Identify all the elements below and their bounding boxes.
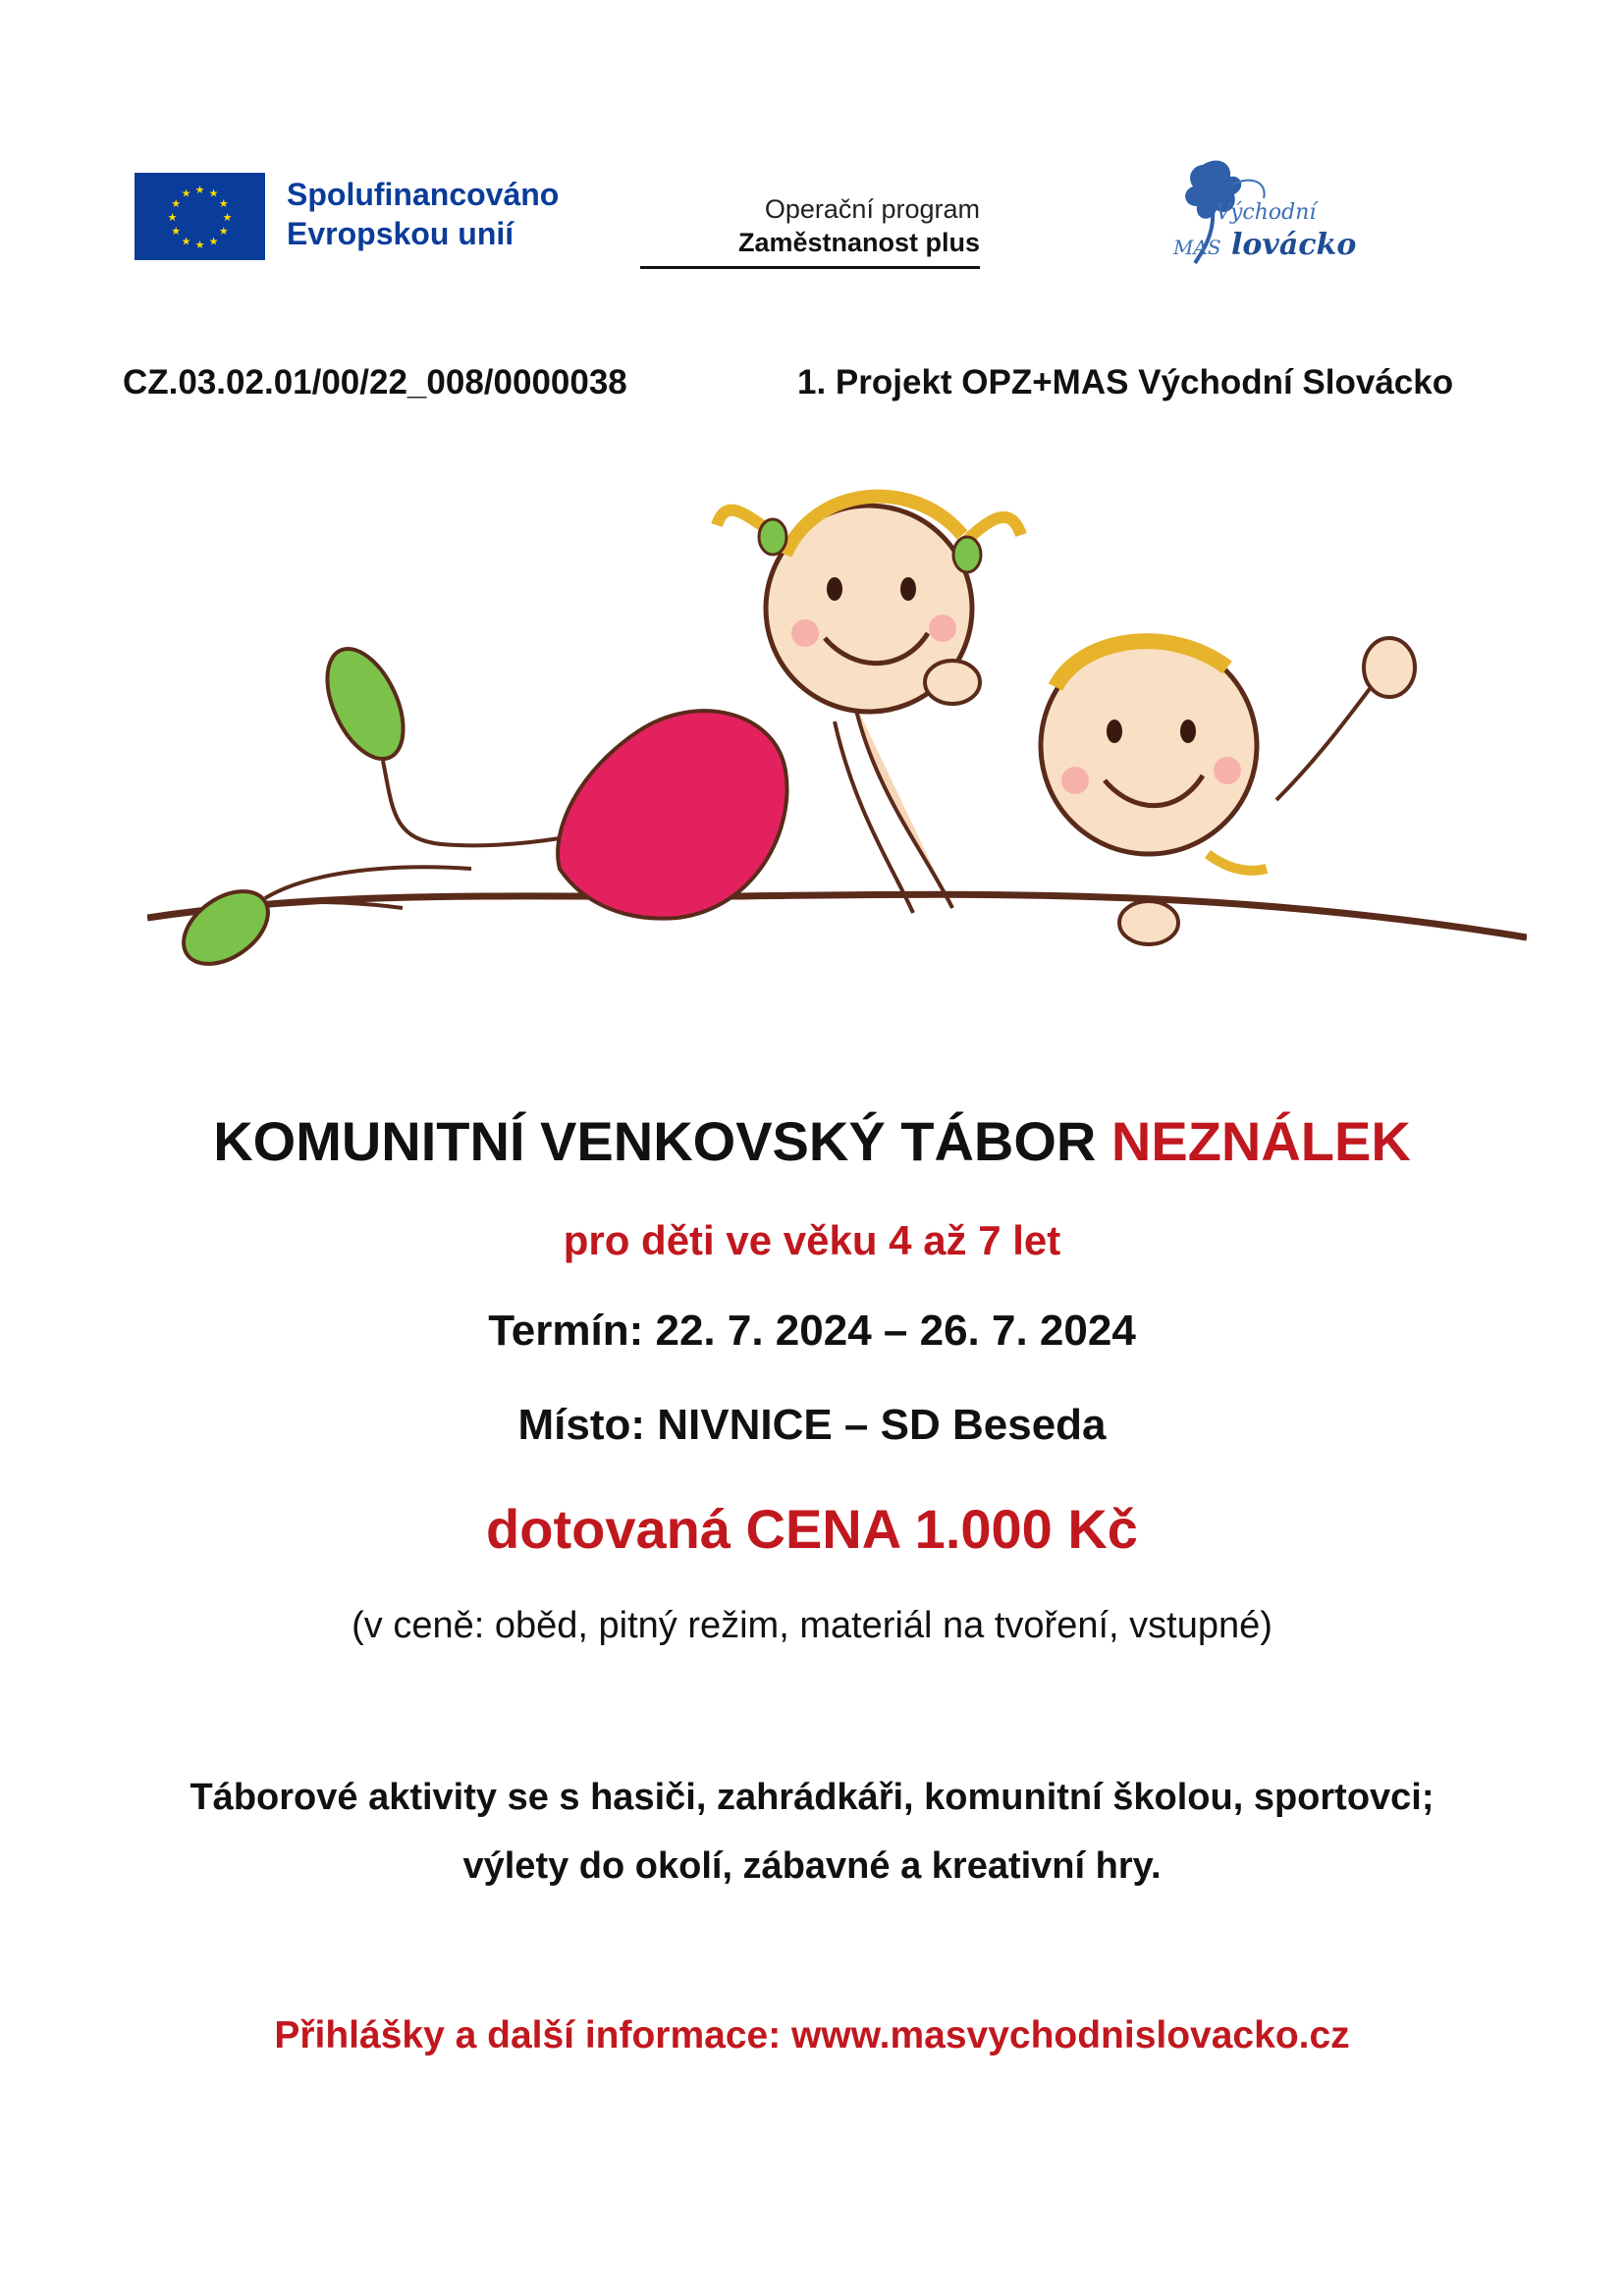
- svg-text:★: ★: [208, 235, 219, 248]
- children-drawing-icon: [147, 476, 1527, 987]
- svg-text:★: ★: [171, 225, 182, 238]
- eu-text-line1: Spolufinancováno: [287, 177, 560, 212]
- mas-logo-text-mas: MAS: [1173, 236, 1221, 259]
- mas-logo-text-vychodni: Východní: [1216, 200, 1317, 225]
- svg-text:★: ★: [222, 211, 233, 224]
- camp-location: Místo: NIVNICE – SD Beseda: [517, 1401, 1107, 1449]
- svg-text:★: ★: [194, 184, 205, 196]
- eu-text-line2: Evropskou unií: [287, 216, 514, 251]
- project-code: CZ.03.02.01/00/22_008/0000038: [123, 363, 627, 401]
- svg-text:★: ★: [218, 197, 229, 210]
- opz-line1: Operační program: [764, 194, 980, 224]
- camp-title-main: KOMUNITNÍ VENKOVSKÝ TÁBOR: [213, 1110, 1111, 1172]
- svg-text:★: ★: [218, 225, 229, 238]
- svg-text:★: ★: [167, 211, 178, 224]
- activities-line2: výlety do okolí, zábavné a kreativní hry.: [462, 1845, 1162, 1887]
- age-subtitle: pro děti ve věku 4 až 7 let: [563, 1217, 1061, 1263]
- svg-text:★: ★: [208, 187, 219, 200]
- price-includes: (v ceně: oběd, pitný režim, materiál na tvoření, vstupné): [352, 1605, 1272, 1646]
- opz-line2: Zaměstnanost plus: [737, 228, 980, 257]
- opz-logo: [640, 192, 980, 259]
- camp-price: dotovaná CENA 1.000 Kč: [486, 1498, 1138, 1560]
- camp-title-highlight: NEZNÁLEK: [1110, 1110, 1411, 1172]
- camp-dates: Termín: 22. 7. 2024 – 26. 7. 2024: [488, 1307, 1136, 1355]
- eu-flag-logo: [135, 173, 265, 260]
- project-name: 1. Projekt OPZ+MAS Východní Slovácko: [797, 363, 1454, 401]
- children-illustration: [147, 476, 1527, 987]
- svg-text:★: ★: [171, 197, 182, 210]
- svg-text:★: ★: [181, 187, 191, 200]
- eu-cofinancing-text: [287, 175, 611, 253]
- eu-stars-icon: [135, 173, 265, 260]
- opz-underline: [640, 266, 980, 269]
- camp-title: [0, 1107, 1624, 1176]
- svg-text:★: ★: [181, 235, 191, 248]
- mas-logo-text-slovacko: lovácko: [1231, 228, 1357, 262]
- svg-text:★: ★: [194, 239, 205, 251]
- activities-line1: Táborové aktivity se s hasiči, zahrádkáři, komunitní školou, sportovci;: [189, 1777, 1435, 1818]
- registration-info: Přihlášky a další informace: www.masvychodnislovacko.cz: [274, 2014, 1350, 2056]
